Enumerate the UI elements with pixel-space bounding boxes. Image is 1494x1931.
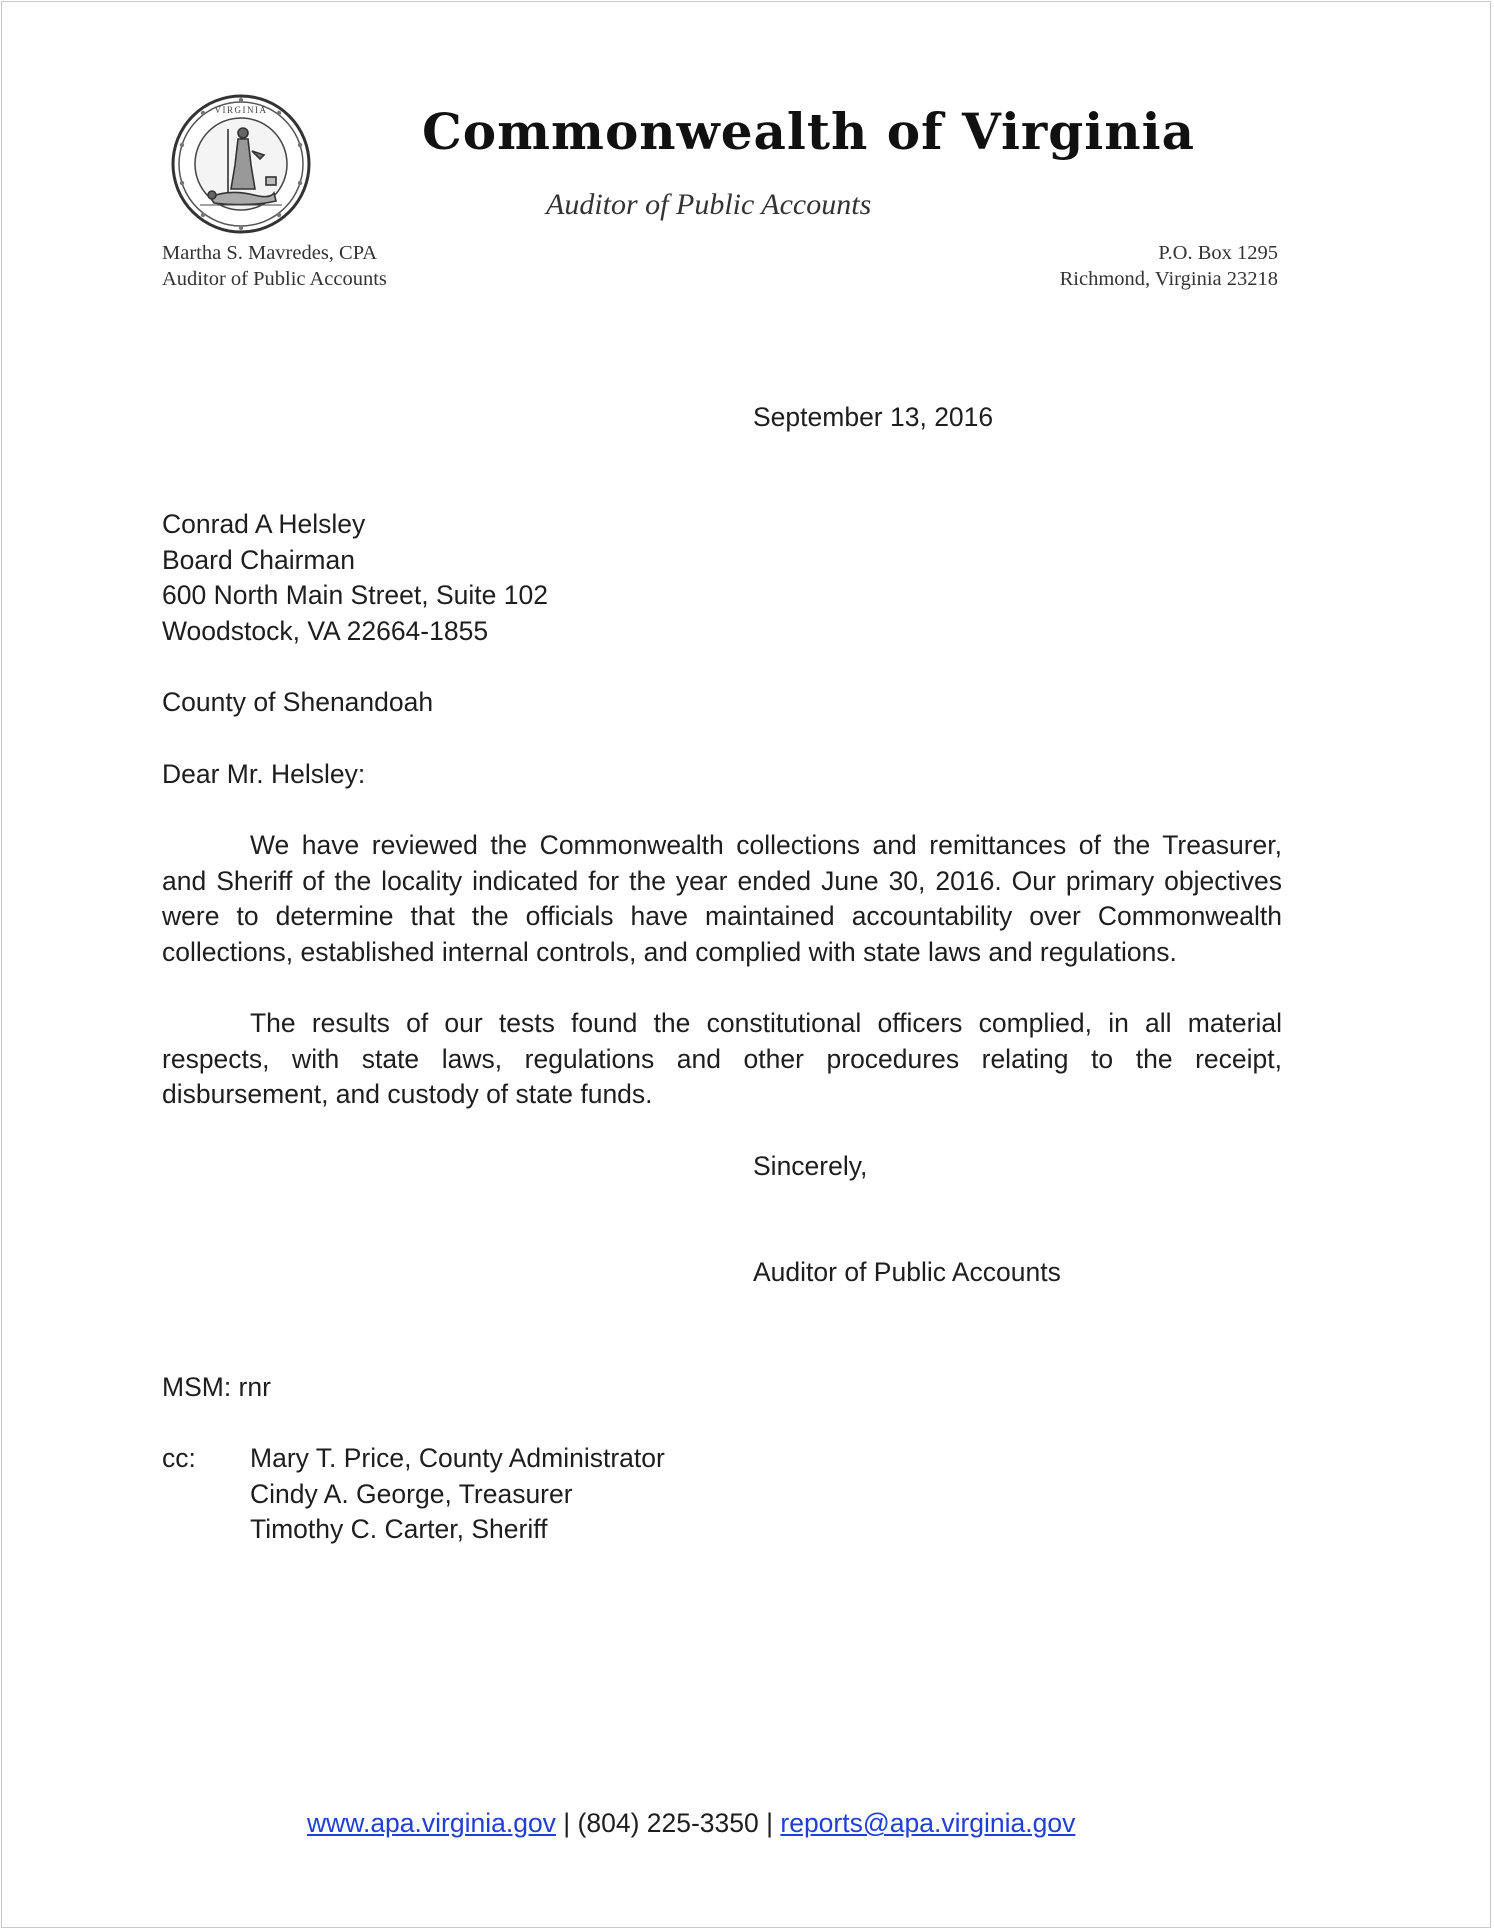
website-link[interactable]: www.apa.virginia.gov (307, 1808, 556, 1838)
virginia-seal-icon (170, 93, 312, 235)
email-link[interactable]: reports@apa.virginia.gov (780, 1808, 1076, 1838)
salutation: Dear Mr. Helsley: (162, 759, 366, 789)
county-name: County of Shenandoah (162, 687, 434, 717)
recipient-city: Woodstock, VA 22664-1855 (162, 616, 489, 647)
city-state-zip: Richmond, Virginia 23218 (1059, 268, 1278, 290)
body-paragraph-2: The results of our tests found the constitutional officers complied, in all material respects, with state laws, regulations and other procedures relating to the receipt, disbursement, and custody of state funds. (162, 1008, 1282, 1110)
cc-recipient: Timothy C. Carter, Sheriff (250, 1514, 548, 1545)
recipient-name: Conrad A Helsley (162, 509, 366, 539)
cc-recipient: Cindy A. George, Treasurer (250, 1478, 573, 1509)
seal-lettering: VIRGINIA (214, 105, 268, 115)
auditor-title: Auditor of Public Accounts (162, 268, 387, 290)
letter-date: September 13, 2016 (753, 402, 994, 432)
letterhead-title: Commonwealth of Virginia (422, 102, 1195, 161)
reference-initials: MSM: rnr (162, 1372, 271, 1402)
recipient-street: 600 North Main Street, Suite 102 (162, 580, 548, 611)
footer-separator: | (758, 1808, 781, 1838)
cc-list (250, 1441, 665, 1548)
auditor-name: Martha S. Mavredes, CPA (162, 242, 378, 264)
letter-page (1, 1, 1491, 1928)
footer-contact (307, 1808, 1075, 1839)
cc-label: cc: (162, 1443, 196, 1473)
recipient-address (162, 507, 548, 650)
body-paragraph-1: We have reviewed the Commonwealth collections and remittances of the Treasurer, and Sheriff of the locality indicated for the year ended June 30, 2016. Our primary objectives were to determine that the officials have maintained accountability over Commonwealth collections, established internal controls, and complied with state laws and regulations. (162, 830, 1282, 968)
cc-recipient: Mary T. Price, County Administrator (250, 1443, 665, 1473)
closing: Sincerely, (753, 1151, 868, 1181)
recipient-title: Board Chairman (162, 544, 355, 575)
auditor-name-block (162, 240, 387, 292)
po-box: P.O. Box 1295 (1158, 242, 1278, 264)
letterhead-subtitle: Auditor of Public Accounts (546, 188, 872, 221)
mailing-address-block (1060, 240, 1278, 292)
signer: Auditor of Public Accounts (753, 1257, 1061, 1287)
phone-number: (804) 225-3350 (577, 1808, 759, 1838)
footer-separator: | (555, 1808, 578, 1838)
